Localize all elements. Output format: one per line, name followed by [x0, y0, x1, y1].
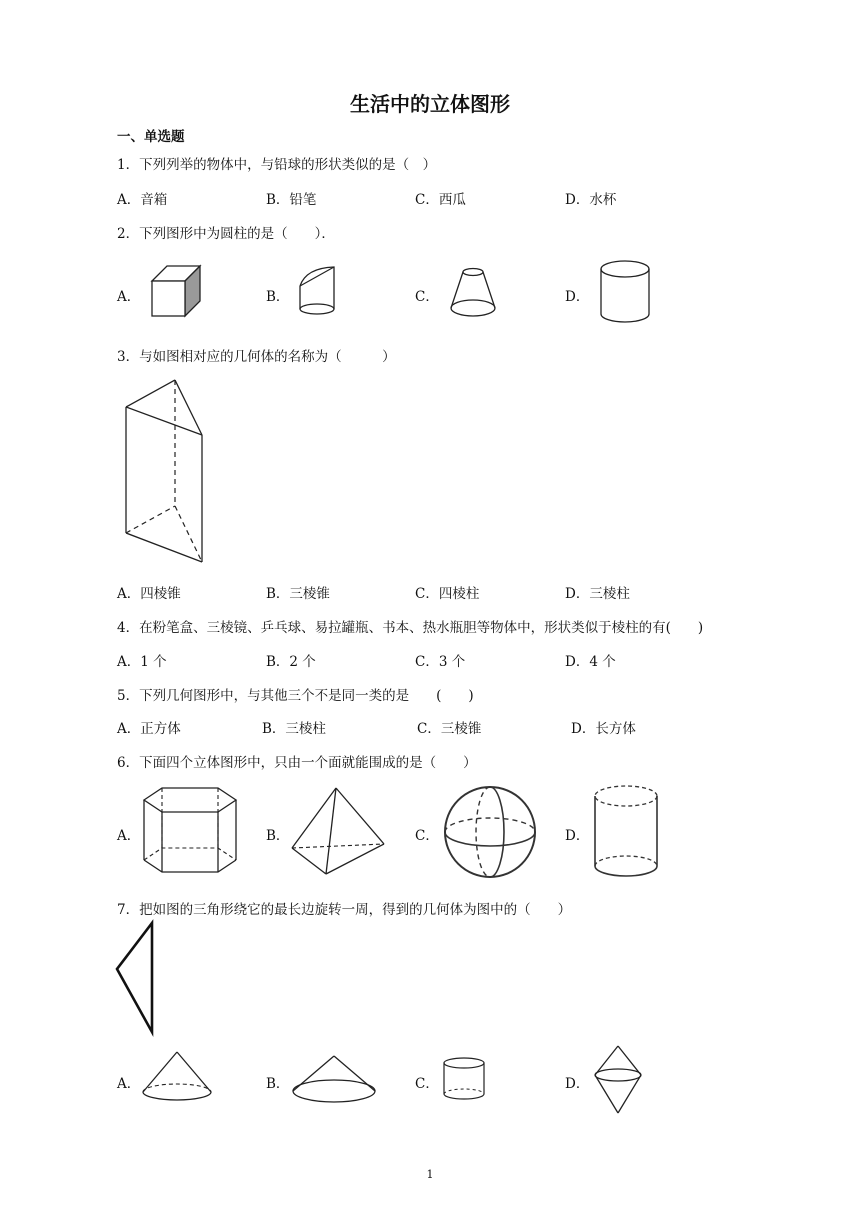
- q4-option-d[interactable]: D．4 个: [565, 654, 616, 670]
- cylinder-icon: [599, 260, 651, 324]
- q2-option-a[interactable]: A．: [117, 289, 141, 305]
- cone-icon: [140, 1050, 214, 1106]
- question-4-stem: 4．在粉笔盒、三棱镜、乒乓球、易拉罐瓶、书本、热水瓶胆等物体中，形状类似于棱柱的有( ): [117, 620, 704, 636]
- hexagonal-prism-icon: [138, 786, 248, 878]
- question-7-stem: 7．把如图的三角形绕它的最长边旋转一周，得到的几何体为图中的（ ）: [117, 902, 572, 918]
- sphere-icon: [442, 784, 538, 880]
- q3-option-d[interactable]: D．三棱柱: [565, 586, 630, 602]
- q6-option-b[interactable]: B．: [266, 828, 290, 844]
- section-heading: 一、单选题: [117, 129, 185, 145]
- q3-option-c[interactable]: C．四棱柱: [415, 586, 480, 602]
- q1-option-d[interactable]: D．水杯: [565, 192, 617, 208]
- tetrahedron-icon: [288, 786, 388, 878]
- cylinder-icon: [441, 1056, 487, 1104]
- q5-option-c[interactable]: C．三棱锥: [417, 721, 482, 737]
- q5-option-a[interactable]: A．正方体: [117, 721, 181, 737]
- triangle-icon: [114, 920, 158, 1036]
- q2-option-d[interactable]: D．: [565, 289, 590, 305]
- q6-option-d[interactable]: D．: [565, 828, 590, 844]
- q5-option-d[interactable]: D．长方体: [571, 721, 636, 737]
- page-title: 生活中的立体图形: [350, 92, 510, 116]
- page-number: 1: [426, 1168, 434, 1181]
- q2-option-c[interactable]: C．: [415, 289, 439, 305]
- q1-option-b[interactable]: B．铅笔: [266, 192, 317, 208]
- half-cylinder-icon: [296, 264, 338, 318]
- q7-option-a[interactable]: A．: [117, 1076, 141, 1092]
- q4-option-c[interactable]: C．3 个: [415, 654, 466, 670]
- q4-option-b[interactable]: B．2 个: [266, 654, 316, 670]
- question-3-stem: 3．与如图相对应的几何体的名称为（ ）: [117, 349, 396, 365]
- q7-option-c[interactable]: C．: [415, 1076, 439, 1092]
- triangular-prism-icon: [120, 376, 210, 568]
- flat-cone-icon: [290, 1054, 378, 1108]
- q6-option-c[interactable]: C．: [415, 828, 439, 844]
- question-1-stem: 1．下列列举的物体中，与铅球的形状类似的是（ ）: [117, 157, 437, 173]
- q3-option-b[interactable]: B．三棱锥: [266, 586, 330, 602]
- question-6-stem: 6．下面四个立体图形中，只由一个面就能围成的是（ ）: [117, 755, 477, 771]
- q7-option-b[interactable]: B．: [266, 1076, 290, 1092]
- q5-option-b[interactable]: B．三棱柱: [262, 721, 326, 737]
- question-2-stem: 2．下列图形中为圆柱的是（ ）．: [117, 226, 335, 242]
- q6-option-a[interactable]: A．: [117, 828, 141, 844]
- cylinder-icon: [592, 784, 662, 880]
- cube-icon: [150, 264, 202, 318]
- q7-option-d[interactable]: D．: [565, 1076, 590, 1092]
- q1-option-c[interactable]: C．西瓜: [415, 192, 466, 208]
- question-5-stem: 5．下列几何图形中，与其他三个不是同一类的是 ( ): [117, 688, 474, 704]
- q1-option-a[interactable]: A．音箱: [117, 192, 168, 208]
- frustum-icon: [447, 264, 499, 318]
- double-cone-icon: [592, 1044, 646, 1116]
- q3-option-a[interactable]: A．四棱锥: [117, 586, 181, 602]
- q4-option-a[interactable]: A．1 个: [117, 654, 167, 670]
- q2-option-b[interactable]: B．: [266, 289, 290, 305]
